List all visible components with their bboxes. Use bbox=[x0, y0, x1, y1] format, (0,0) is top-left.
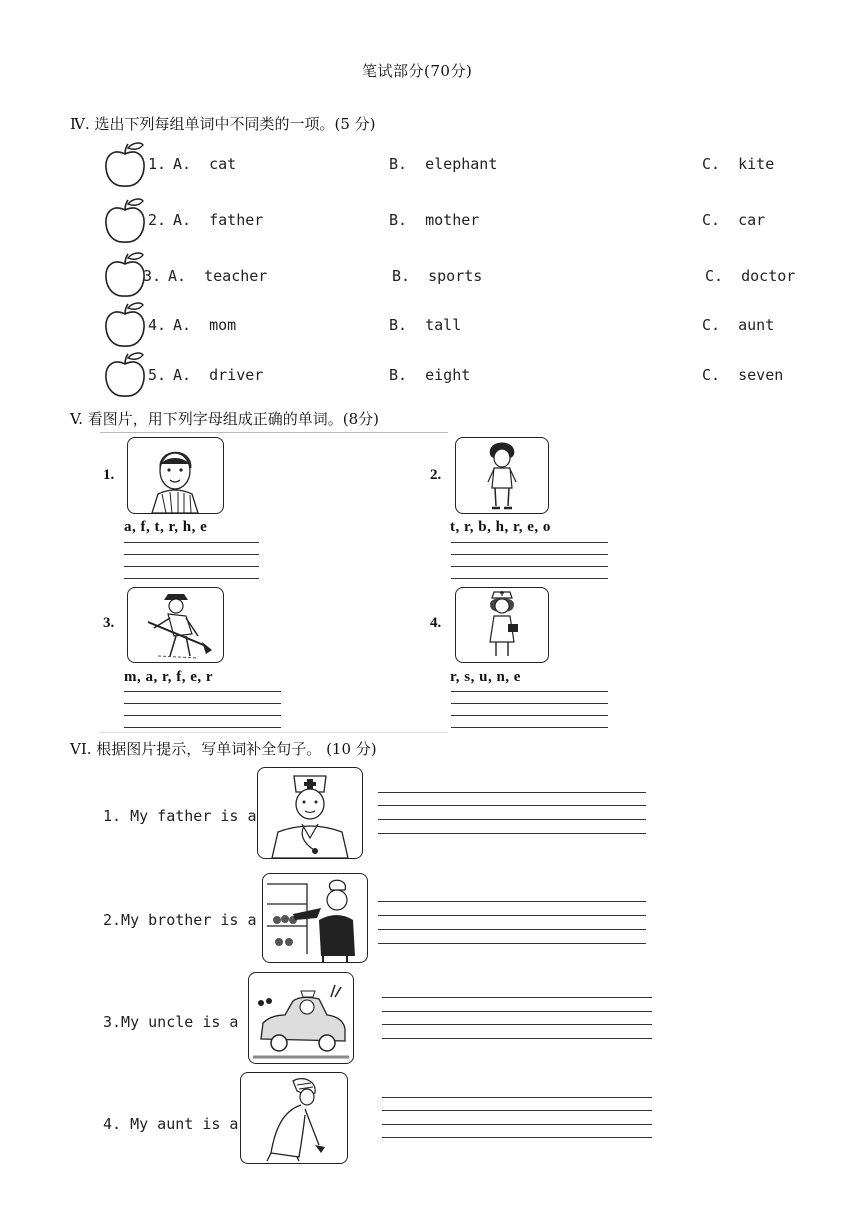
item-number: 2. bbox=[430, 467, 442, 483]
writing-line[interactable] bbox=[378, 833, 646, 834]
apple-answer-box-icon[interactable] bbox=[103, 352, 147, 398]
letters-hint: m, a, r, f, e, r bbox=[124, 669, 214, 685]
item-number: 1. bbox=[148, 155, 167, 173]
writing-line[interactable] bbox=[378, 901, 646, 902]
letters-hint: a, f, t, r, h, e bbox=[124, 519, 208, 535]
writing-line[interactable] bbox=[378, 915, 646, 916]
letters-hint: r, s, u, n, e bbox=[450, 669, 521, 685]
writing-line[interactable] bbox=[451, 691, 608, 692]
writing-line[interactable] bbox=[124, 542, 259, 543]
writing-line[interactable] bbox=[451, 578, 608, 579]
option-c: C. kite bbox=[702, 155, 775, 173]
item-number: 4. bbox=[430, 615, 442, 631]
writing-line[interactable] bbox=[382, 1137, 652, 1138]
sentence: 3.My uncle is a bbox=[103, 1013, 239, 1031]
boy-picture bbox=[455, 437, 549, 514]
section-6-heading: VI. 根据图片提示，写单词补全句子。 (10 分) bbox=[70, 740, 377, 758]
section-5-heading: V. 看图片，用下列字母组成正确的单词。(8分) bbox=[70, 410, 379, 428]
cook-picture bbox=[262, 873, 368, 963]
writing-line[interactable] bbox=[382, 1011, 652, 1012]
writing-line[interactable] bbox=[451, 703, 608, 704]
doctor-picture bbox=[257, 767, 363, 859]
writing-line[interactable] bbox=[451, 727, 608, 728]
apple-answer-box-icon[interactable] bbox=[103, 198, 147, 244]
item-number: 5. bbox=[148, 366, 167, 384]
man-portrait-picture bbox=[127, 437, 224, 514]
apple-answer-box-icon[interactable] bbox=[103, 252, 147, 298]
writing-line[interactable] bbox=[382, 1124, 652, 1125]
option-a: A. driver bbox=[173, 366, 264, 384]
writing-line[interactable] bbox=[378, 819, 646, 820]
option-a: A. teacher bbox=[168, 267, 268, 285]
option-a: A. cat bbox=[173, 155, 237, 173]
apple-answer-box-icon[interactable] bbox=[103, 142, 147, 188]
item-number: 2. bbox=[148, 211, 167, 229]
apple-answer-box-icon[interactable] bbox=[103, 302, 147, 348]
page-title: 笔试部分(70分) bbox=[362, 62, 473, 80]
option-b: B. elephant bbox=[389, 155, 498, 173]
item-number: 4. bbox=[148, 316, 167, 334]
divider bbox=[100, 432, 448, 433]
sentence: 1. My father is a bbox=[103, 807, 257, 825]
option-b: B. mother bbox=[389, 211, 480, 229]
option-c: C. seven bbox=[702, 366, 784, 384]
sentence: 4. My aunt is a bbox=[103, 1115, 239, 1133]
writing-line[interactable] bbox=[124, 703, 281, 704]
letters-hint: t, r, b, h, r, e, o bbox=[450, 519, 551, 535]
option-b: B. eight bbox=[389, 366, 471, 384]
writing-line[interactable] bbox=[382, 997, 652, 998]
writing-line[interactable] bbox=[382, 1097, 652, 1098]
writing-line[interactable] bbox=[451, 542, 608, 543]
writing-line[interactable] bbox=[382, 1110, 652, 1111]
item-number: 3. bbox=[103, 615, 115, 631]
writing-line[interactable] bbox=[378, 805, 646, 806]
writing-line[interactable] bbox=[451, 554, 608, 555]
writing-line[interactable] bbox=[451, 715, 608, 716]
option-b: B. sports bbox=[392, 267, 483, 285]
farmer-woman-picture bbox=[240, 1072, 348, 1164]
item-number: 1. bbox=[103, 467, 115, 483]
sentence: 2.My brother is a bbox=[103, 911, 257, 929]
writing-line[interactable] bbox=[378, 792, 646, 793]
writing-line[interactable] bbox=[382, 1038, 652, 1039]
option-a: A. father bbox=[173, 211, 264, 229]
divider bbox=[100, 732, 448, 733]
writing-line[interactable] bbox=[124, 691, 281, 692]
nurse-picture bbox=[455, 587, 549, 663]
writing-line[interactable] bbox=[378, 929, 646, 930]
writing-line[interactable] bbox=[382, 1024, 652, 1025]
writing-line[interactable] bbox=[451, 566, 608, 567]
driver-picture bbox=[248, 972, 354, 1064]
writing-line[interactable] bbox=[124, 715, 281, 716]
writing-line[interactable] bbox=[124, 554, 259, 555]
option-c: C. doctor bbox=[705, 267, 796, 285]
writing-line[interactable] bbox=[124, 578, 259, 579]
farmer-picture bbox=[127, 587, 224, 663]
writing-line[interactable] bbox=[124, 566, 259, 567]
option-c: C. aunt bbox=[702, 316, 775, 334]
writing-line[interactable] bbox=[124, 727, 281, 728]
option-c: C. car bbox=[702, 211, 766, 229]
option-a: A. mom bbox=[173, 316, 237, 334]
section-4-heading: Ⅳ. 选出下列每组单词中不同类的一项。(5 分) bbox=[70, 115, 376, 133]
writing-line[interactable] bbox=[378, 943, 646, 944]
option-b: B. tall bbox=[389, 316, 462, 334]
item-number: 3. bbox=[143, 267, 162, 285]
